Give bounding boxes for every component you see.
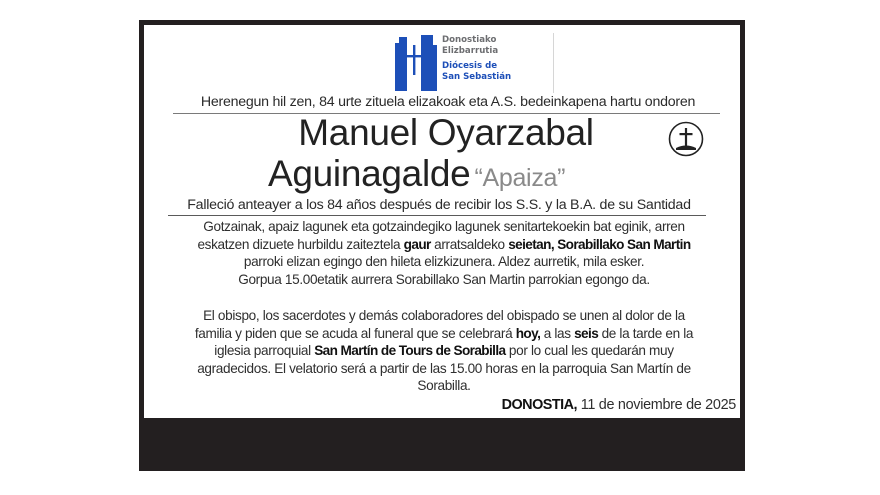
divider-rule (168, 215, 706, 216)
logo-name-es-2: San Sebastián (442, 72, 512, 82)
deceased-name-line2 (268, 154, 565, 198)
diocese-logo (393, 29, 551, 97)
logo-name-eu-2: Elizbarrutia (442, 46, 499, 56)
body-es-line: familia y piden que se acuda al funeral que se celebrará hoy, a las seis de la tarde en la (194, 325, 694, 341)
diocese-logo-icon (393, 33, 437, 91)
body-eu-line: Gotzainak, apaiz lagunek eta gotzaindegiko lagunek senitartekoekin bat eginik, arren (203, 219, 685, 234)
diocese-logo-text (442, 35, 511, 83)
cross-in-circle-icon (668, 121, 704, 157)
signoff-date: 11 de noviembre de 2025 (577, 397, 736, 413)
deceased-name-line1: Manuel Oyarzabal (298, 112, 594, 153)
intro-spanish: Falleció anteayer a los 84 años después de recibir los S.S. y la B.A. de su Santidad (187, 197, 691, 213)
deceased-nickname: “Apaiza” (474, 164, 566, 192)
body-es-line: El obispo, los sacerdotes y demás colaboradores del obispado se unen al dolor de la (203, 308, 685, 323)
body-eu-line: Gorpua 15.00etatik aurrera Sorabillako San Martin parrokian egongo da. (238, 271, 650, 287)
intro-basque: Herenegun hil zen, 84 urte zituela elizakoak eta A.S. bedeinkapena hartu ondoren (200, 94, 696, 110)
body-eu-line: eskatzen dizuete hurbildu zaiteztela gaur arratsaldeko seietan, Sorabillako San Martin (197, 236, 691, 252)
logo-name-eu-1: Donostiako (442, 35, 497, 45)
body-eu-line: parroki elizan egingo den hileta elizkizunera. Aldez aurretik, mila esker. (243, 254, 645, 270)
signoff-city: DONOSTIA, (501, 397, 578, 413)
logo-name-es-1: Diócesis de (442, 61, 498, 71)
deceased-surname: Aguinagalde (268, 153, 471, 194)
body-basque (158, 218, 730, 288)
body-spanish (158, 307, 730, 395)
body-es-line: iglesia parroquial San Martín de Tours de Sorabilla por lo cual les quedarán muy (214, 343, 674, 359)
logo-divider (553, 33, 554, 93)
body-es-line: Sorabilla. (417, 378, 471, 394)
obituary-sheet (144, 25, 740, 418)
body-es-line: agradecidos. El velatorio será a partir de las 15.00 horas en la parroquia San Martín de (197, 360, 691, 376)
signoff (502, 397, 736, 413)
obituary-frame (139, 20, 745, 471)
